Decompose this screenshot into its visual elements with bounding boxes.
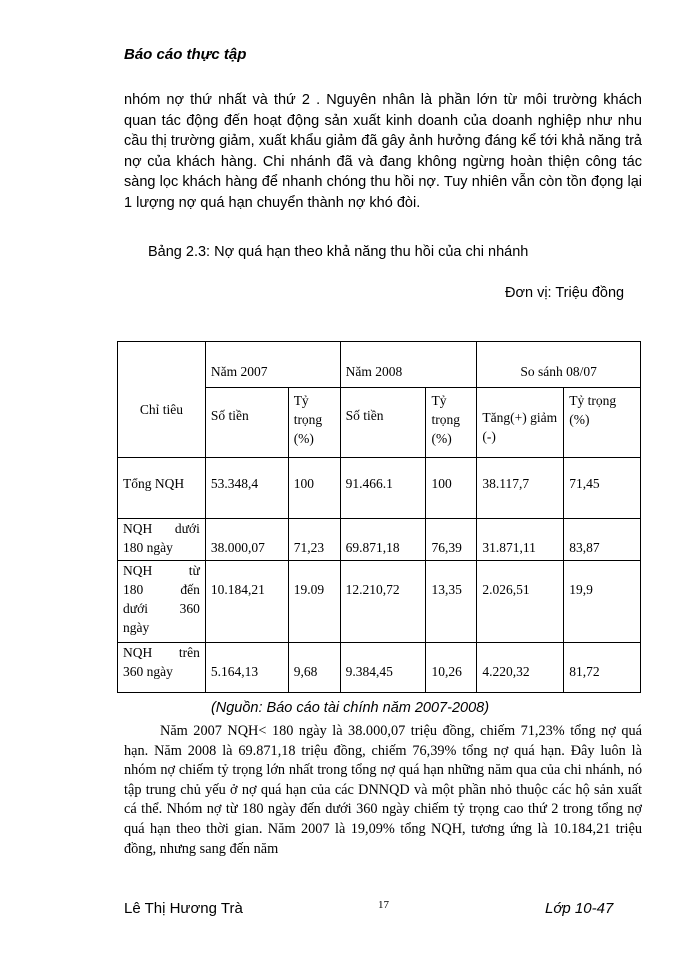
body-text	[124, 722, 642, 859]
header-indicator: Chỉ tiêu	[118, 342, 206, 458]
row-label-word: đến	[180, 582, 200, 597]
cell-share-2008: 100	[426, 458, 477, 519]
row-label-word: 180 ngày	[123, 540, 173, 555]
header-change: Tăng(+) giảm (-)	[477, 388, 564, 458]
row-label-word: 180	[123, 582, 144, 597]
header-amount-2007: Số tiền	[205, 388, 288, 458]
cell-share-2007: 9,68	[288, 643, 340, 693]
row-label	[118, 643, 206, 693]
header-share-2007: Tỷ trọng (%)	[288, 388, 340, 458]
cell-share-2008: 10,26	[426, 643, 477, 693]
cell-amount-2008: 91.466.1	[340, 458, 426, 519]
row-label-word: NQH	[123, 645, 153, 660]
cell-change: 38.117,7	[477, 458, 564, 519]
header-amount-2008: Số tiền	[340, 388, 426, 458]
body-paragraph: Năm 2007 NQH< 180 ngày là 38.000,07 triệu đồng, chiếm 71,23% tổng nợ quá hạn. Năm 2008 là 69.871,18 triệu đồng, chiếm 76,39% tổng nợ quá hạn. Đây luôn là nhóm nợ chiếm tỷ trọng lớn nhất trong tổng nợ quá hạn những năm qua của chi nhánh, nó tập trung chủ yếu ở nợ quá hạn của các DNNQD và một phần nhỏ thuộc các hộ sản xuất cá thể. Nhóm nợ từ 180 ngày đến dưới 360 ngày chiếm tỷ trọng cao thứ 2 trong tổng nợ quá hạn theo thời gian. Năm 2007 là 19,09% tổng NQH, tương ứng là 10.184,21 triệu đồng, nhưng sang đến năm	[124, 723, 642, 857]
cell-change-pct: 81,72	[564, 643, 641, 693]
unit-label: Đơn vị: Triệu đồng	[505, 285, 625, 301]
report-header: Báo cáo thực tập	[124, 46, 247, 63]
header-compare: So sánh 08/07	[477, 342, 641, 388]
row-label-word: dưới	[123, 601, 148, 616]
cell-share-2007: 19.09	[288, 561, 340, 643]
header-row-years	[118, 342, 641, 388]
cell-amount-2008: 69.871,18	[340, 519, 426, 561]
footer-class: Lớp 10-47	[545, 900, 614, 917]
row-label	[118, 519, 206, 561]
cell-amount-2008: 12.210,72	[340, 561, 426, 643]
table-row	[118, 561, 641, 643]
header-year-2007: Năm 2007	[205, 342, 340, 388]
row-label-word: 360 ngày	[123, 664, 173, 679]
table-row	[118, 458, 641, 519]
cell-share-2007: 71,23	[288, 519, 340, 561]
row-label-word: ngày	[123, 620, 150, 635]
row-label-word: trên	[178, 645, 200, 660]
table-caption: Bảng 2.3: Nợ quá hạn theo khả năng thu hồi của chi nhánh	[148, 244, 529, 260]
header-share-2008: Tỷ trọng (%)	[426, 388, 477, 458]
table-row	[118, 519, 641, 561]
header-year-2008: Năm 2008	[340, 342, 477, 388]
cell-share-2008: 13,35	[426, 561, 477, 643]
header-change-pct: Tỷ trọng (%)	[564, 388, 641, 458]
intro-paragraph: nhóm nợ thứ nhất và thứ 2 . Nguyên nhân là phần lớn từ môi trường khách quan tác động đến hoạt động sản xuất kinh doanh của doanh nghiệp như nhu cầu thị trường giảm, xuất khẩu giảm đã gây ảnh hưởng đáng kể tới khả năng trả nợ của khách hàng. Chi nhánh đã và đang không ngừng hoàn thiện công tác sàng lọc khách hàng để nhanh chóng thu hồi nợ. Tuy nhiên vẫn còn tồn đọng lại 1 lượng nợ quá hạn chuyển thành nợ khó đòi.	[124, 92, 642, 211]
overdue-debt-table	[117, 341, 641, 693]
cell-amount-2007: 53.348,4	[205, 458, 288, 519]
cell-change-pct: 19,9	[564, 561, 641, 643]
cell-amount-2007: 5.164,13	[205, 643, 288, 693]
page-number: 17	[378, 899, 389, 911]
cell-change: 2.026,51	[477, 561, 564, 643]
row-label-word: NQH	[123, 563, 153, 578]
cell-share-2008: 76,39	[426, 519, 477, 561]
source-note: (Nguồn: Báo cáo tài chính năm 2007-2008)	[210, 700, 490, 716]
table-row	[118, 643, 641, 693]
cell-change-pct: 71,45	[564, 458, 641, 519]
cell-amount-2008: 9.384,45	[340, 643, 426, 693]
row-label-word: 360	[179, 601, 200, 616]
cell-amount-2007: 38.000,07	[205, 519, 288, 561]
cell-change-pct: 83,87	[564, 519, 641, 561]
row-label	[118, 561, 206, 643]
row-label: Tổng NQH	[118, 458, 206, 519]
cell-change: 31.871,11	[477, 519, 564, 561]
row-label-word: dưới	[174, 521, 200, 536]
footer-author: Lê Thị Hương Trà	[124, 900, 243, 917]
row-label-word: từ	[188, 563, 200, 578]
cell-change: 4.220,32	[477, 643, 564, 693]
cell-share-2007: 100	[288, 458, 340, 519]
cell-amount-2007: 10.184,21	[205, 561, 288, 643]
row-label-word: NQH	[123, 521, 153, 536]
